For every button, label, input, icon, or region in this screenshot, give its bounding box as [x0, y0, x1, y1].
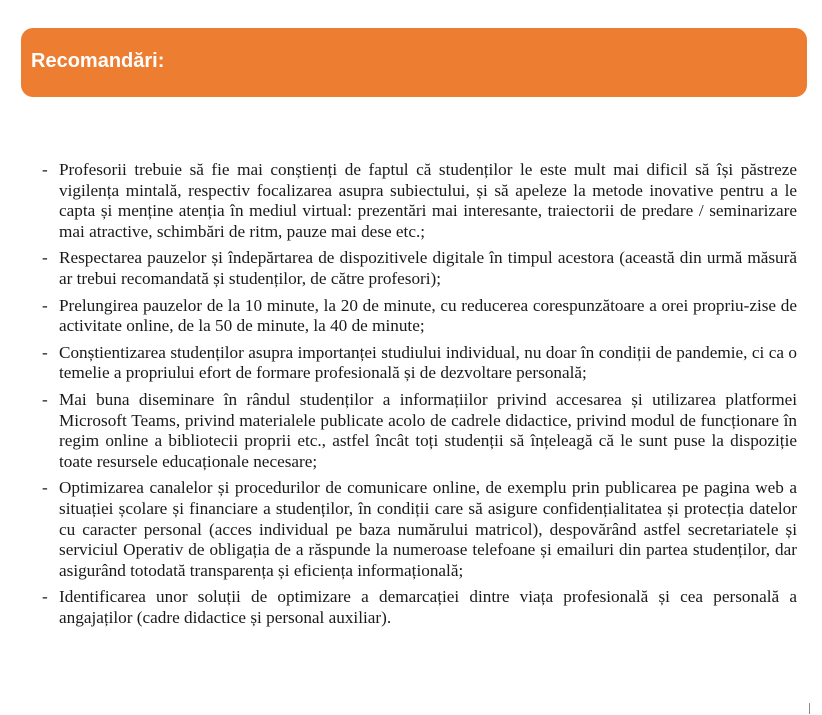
bullet-dash: - [42, 248, 48, 268]
list-item [42, 587, 797, 628]
list-item-text: Optimizarea canalelor și procedurilor de comunicare online, de exemplu prin publicarea pe pagina web a situației școlare și financiare a studenților, în condiții care să asigure confidențialitatea și protecția datelor cu caracter personal (acces individual pe baza numărului matricol), despovărând astfel secretariatele și serviciul Operativ de obligația de a răspunde la numeroase telefoane și emailuri din partea studenților, dar asigurând totodată transparența și eficiența informațională; [59, 478, 797, 580]
bullet-dash: - [42, 160, 48, 179]
section-title: Recomandări: [31, 50, 165, 72]
list-item-text: Conștientizarea studenților asupra importanței studiului individual, nu doar în condiții de pandemie, ci ca o temelie a propriului efort de formare profesională și de dezvoltare personală; [59, 342, 797, 383]
list-item-text: Prelungirea pauzelor de la 10 minute, la 20 de minute, cu reducerea corespunzătoare a orei propriu-zise de activitate online, de la 50 de minute, la 40 de minute; [59, 295, 797, 336]
bullet-dash: - [42, 478, 48, 498]
list-item [42, 390, 797, 472]
list-item-text: Mai buna diseminare în rândul studenților a informațiilor privind accesarea și utilizarea platformei Microsoft Teams, privind materialele publicate acolo de cadrele didactice, privind modul de funcționare în regim online a bibliotecii proprii etc., astfel încât toți studenții să înțeleagă că le sunt puse la dispoziție toate resursele educaționale necesare; [59, 389, 797, 471]
list-item [42, 248, 797, 289]
list-item-text: Respectarea pauzelor și îndepărtarea de dispozitivele digitale în timpul acestora (această din urmă măsură ar trebui recomandată și studenților, de către profesori); [59, 248, 797, 288]
list-item-text: Profesorii trebuie să fie mai conștienți de faptul că studenților le este mult mai dificil să își păstreze vigilența mintală, respectiv focalizarea asupra subiectului, și să apeleze la metode inovative pentru a le capta și menține atenția în mediul virtual: prezentări mai interesante, traiectorii de predare / seminarizare mai atractive, schimbări de ritm, pauze mai dese etc.; [59, 160, 797, 241]
recommendations-header-bar [21, 28, 807, 97]
list-item [42, 160, 797, 242]
list-item-text: Identificarea unor soluții de optimizare a demarcației dintre viața profesională și cea personală a angajaților (cadre didactice și personal auxiliar). [59, 587, 797, 627]
bullet-dash: - [42, 342, 48, 362]
list-item [42, 478, 797, 581]
list-item [42, 343, 797, 384]
bullet-dash: - [42, 295, 48, 315]
recommendations-list [42, 160, 797, 634]
list-item [42, 296, 797, 337]
bullet-dash: - [42, 587, 48, 607]
bullet-dash: - [42, 389, 48, 409]
page-edge-marker [809, 703, 810, 714]
